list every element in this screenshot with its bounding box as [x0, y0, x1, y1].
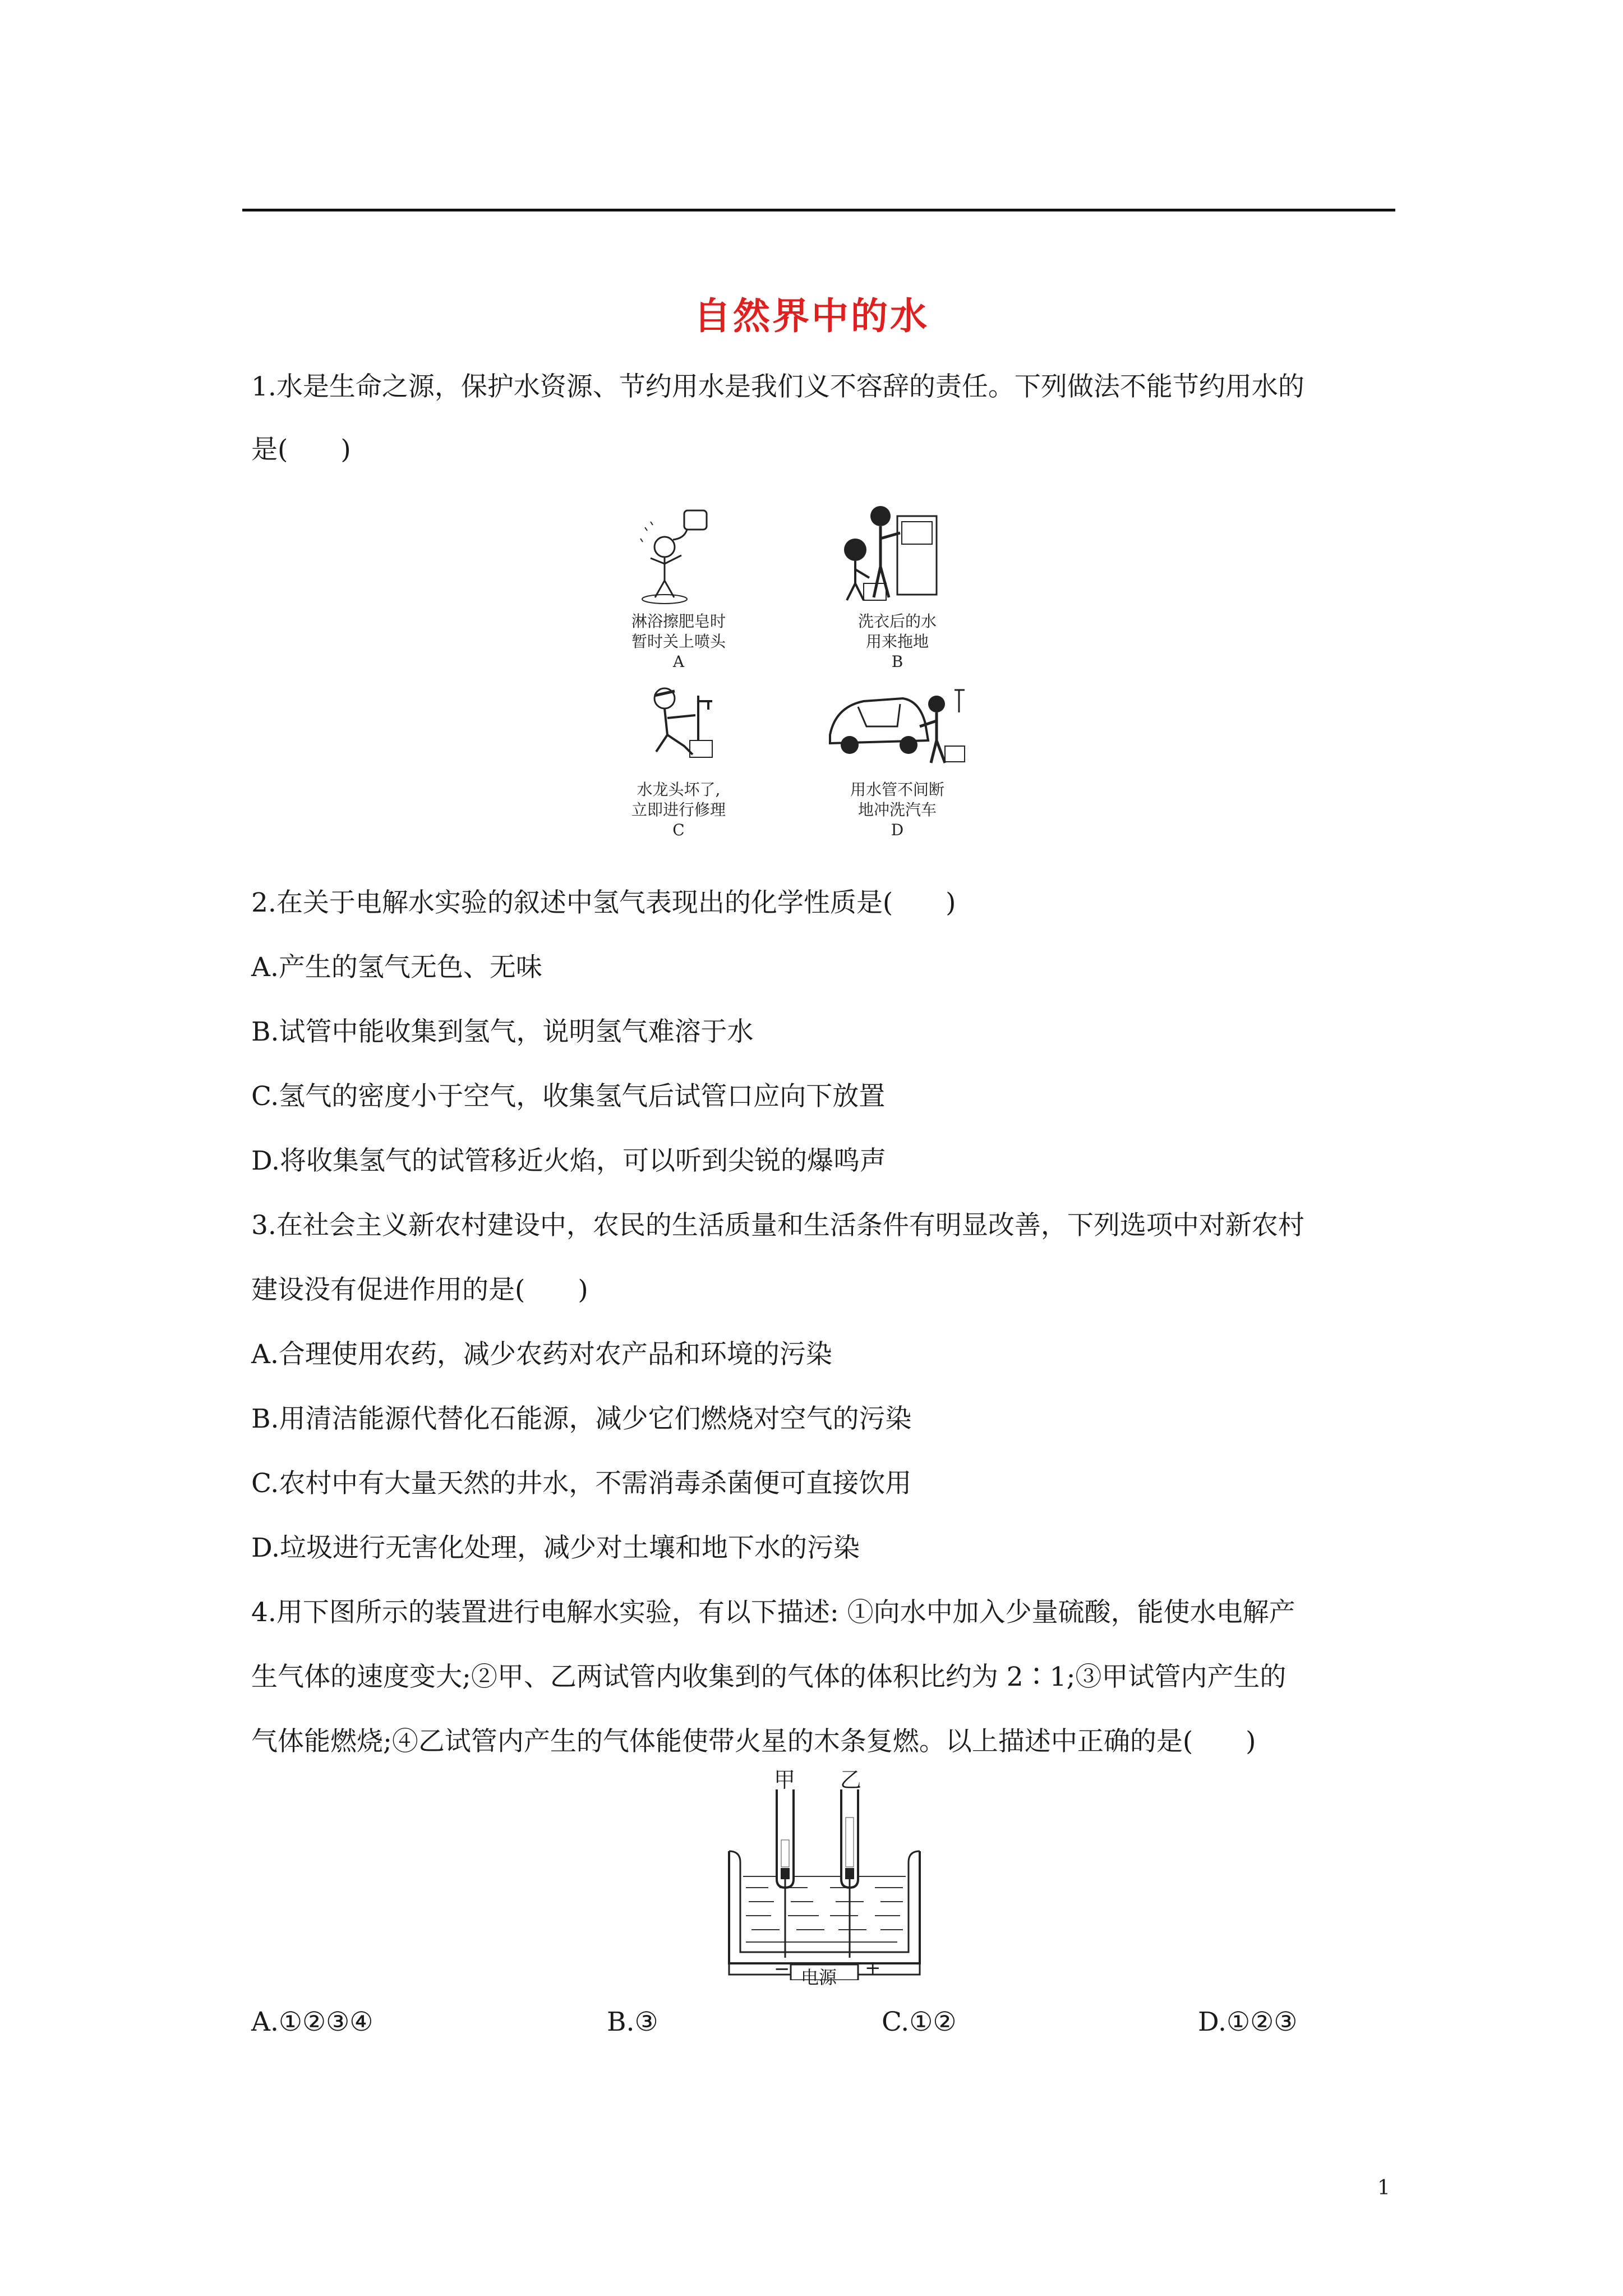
q3-option-d: D.垃圾进行无害化处理，减少对土壤和地下水的污染	[251, 1533, 860, 1563]
q1-figure	[617, 494, 1009, 853]
q4-stem-line1: 4.用下图所示的装置进行电解水实验，有以下描述: ①向水中加入少量硫酸，能使水电解产	[251, 1597, 1295, 1628]
laundry-illustration	[836, 499, 948, 606]
q4-option-b: B.③	[607, 2007, 658, 2037]
q1-stem-line2: 是( )	[251, 434, 351, 465]
panel-a-caption: 淋浴擦肥皂时 暂时关上喷头 A	[631, 612, 726, 671]
q2-option-b: B.试管中能收集到氢气，说明氢气难溶于水	[251, 1016, 754, 1047]
q3-option-c: C.农村中有大量天然的井水，不需消毒杀菌便可直接饮用	[251, 1468, 912, 1499]
faucet-repair-illustration	[642, 679, 721, 763]
electrolysis-apparatus	[718, 1767, 931, 1988]
q3-stem-line2: 建设没有促进作用的是( )	[251, 1274, 588, 1305]
q2-option-a: A.产生的氢气无色、无味	[251, 952, 542, 983]
q4-option-a: A.①②③④	[251, 2007, 374, 2037]
q3-option-a: A.合理使用农药，减少农药对农产品和环境的污染	[251, 1339, 832, 1370]
panel-d-caption: 用水管不间断 地冲洗汽车 D	[850, 780, 944, 839]
car-washing-illustration	[824, 673, 970, 769]
q4-option-d: D.①②③	[1198, 2007, 1298, 2037]
q3-stem-line1: 3.在社会主义新农村建设中，农民的生活质量和生活条件有明显改善，下列选项中对新农村	[251, 1210, 1304, 1241]
q2-option-d: D.将收集氢气的试管移近火焰，可以听到尖锐的爆鸣声	[251, 1145, 886, 1176]
q2-stem: 2.在关于电解水实验的叙述中氢气表现出的化学性质是( )	[251, 887, 956, 918]
tube-left-label: 甲	[774, 1768, 796, 1792]
q1-stem-line1: 1.水是生命之源，保护水资源、节约用水是我们义不容辞的责任。下列做法不能节约用水的	[251, 371, 1304, 402]
minus-sign: −	[774, 1958, 790, 1980]
panel-c-caption: 水龙头坏了, 立即进行修理 C	[631, 780, 726, 839]
q2-option-c: C.氢气的密度小于空气，收集氢气后试管口应向下放置	[251, 1081, 886, 1112]
plus-sign: +	[865, 1957, 881, 1979]
tube-right-label: 乙	[840, 1768, 862, 1792]
electrolysis-diagram	[718, 1767, 931, 1980]
q4-option-c: C.①②	[882, 2007, 957, 2037]
panel-b-caption: 洗衣后的水 用来拖地 B	[857, 612, 937, 671]
page-title: 自然界中的水	[694, 295, 929, 338]
q4-stem-line3: 气体能燃烧;④乙试管内产生的气体能使带火星的木条复燃。以上描述中正确的是( )	[251, 1726, 1256, 1757]
shower-illustration	[634, 505, 718, 606]
q3-option-b: B.用清洁能源代替化石能源，减少它们燃烧对空气的污染	[251, 1404, 912, 1434]
power-source-label: 电源	[801, 1967, 837, 1988]
page-number: 1	[1377, 2177, 1390, 2200]
q4-stem-line2: 生气体的速度变大;②甲、乙两试管内收集到的气体的体积比约为 2∶1;③甲试管内产生的	[251, 1662, 1287, 1692]
header-rule	[242, 209, 1395, 211]
